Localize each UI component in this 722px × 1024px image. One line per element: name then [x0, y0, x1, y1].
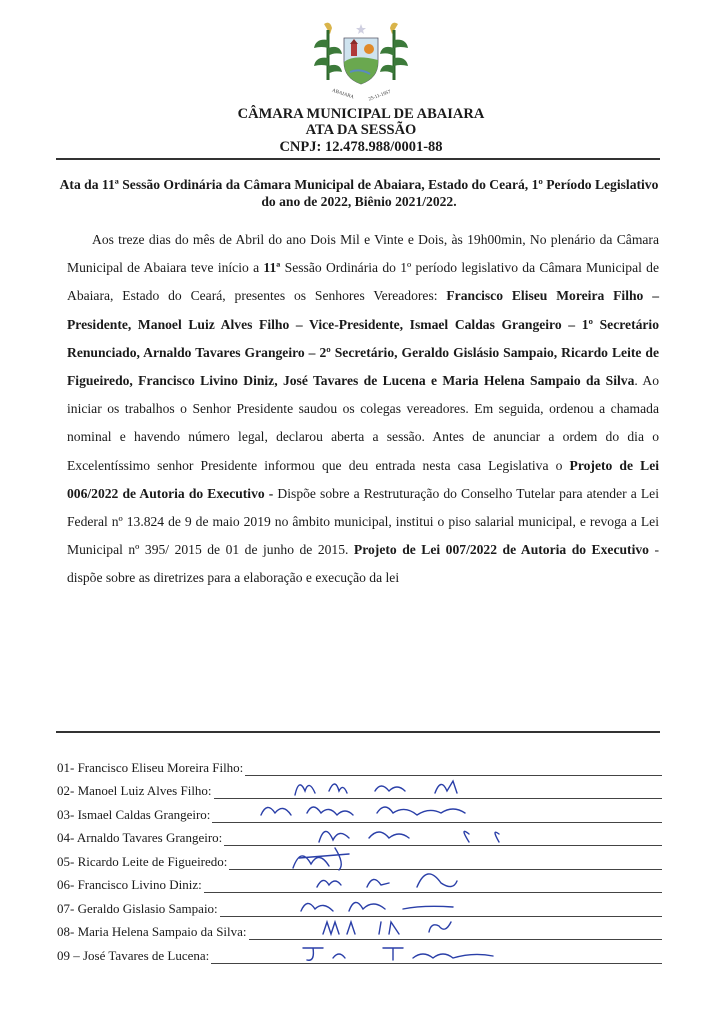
shield-icon: [344, 38, 378, 84]
body-text-segment: Sessão Ordinária do 1º período legislativo da Câmara Municipal de Abaiara, Estado do Ceará, presentes os Senhores Vereadores:: [67, 260, 660, 304]
signature-label: 03- Ismael Caldas Grangeiro:: [57, 806, 211, 822]
signature-list: [57, 756, 662, 968]
body-text-segment: Aos treze dias do mês de Abril do ano Dois Mil e Vinte e Dois, às 19h00min, No plenário da Câmara Municipal de Abaiara teve início a: [67, 232, 659, 276]
star-icon: [356, 24, 366, 34]
councilors-list: Francisco Eliseu Moreira Filho – Presidente, Manoel Luiz Alves Filho – Vice-Presidente, Ismael Caldas Grangeiro – 1º Secretário Renunciado, Arnaldo Tavares Grangeiro – 2º Secretário, Geraldo Gislásio Sampaio, Ricardo Leite de Figueiredo, Francisco Livino Diniz, José Tavares de Lucena e Maria Helena Sampaio da Silva: [67, 288, 659, 389]
signature-divider: [56, 731, 660, 733]
body-text-segment: - dispõe sobre as diretrizes para a elaboração e execução da lei: [67, 542, 659, 586]
signature-label: 07- Geraldo Gislasio Sampaio:: [57, 900, 218, 916]
cnpj: CNPJ: 12.478.988/0001-88: [279, 139, 443, 155]
logo-date-text: 25-11-1957: [368, 89, 392, 102]
signature-row: [57, 944, 662, 968]
logo-city-text: ABAIARA: [331, 88, 355, 101]
bill-006-title: Projeto de Lei 006/2022 de Autoria do Executivo -: [67, 457, 659, 501]
corn-stalk-right-icon: [380, 23, 408, 80]
signature-label: 08- Maria Helena Sampaio da Silva:: [57, 924, 247, 939]
signature-label: 09 – José Tavares de Lucena:: [57, 947, 210, 963]
signature-label: 04- Arnaldo Tavares Grangeiro:: [57, 830, 223, 845]
signature-label: 05- Ricardo Leite de Figueiredo:: [57, 853, 228, 869]
header-divider: [56, 158, 660, 160]
signature-label: 06- Francisco Livino Diniz:: [57, 877, 202, 892]
signature-label: 02- Manoel Luiz Alves Filho:: [57, 783, 212, 798]
body-text-segment: Dispõe sobre a Restruturação do Conselho Tutelar para atender a Lei Federal nº 13.824 de 9 de maio 2019 no âmbito municipal, institui o piso salarial municipal, e revoga a Lei Municipal nº 395/ 2015 de 01 de junho de 2015.: [67, 485, 659, 558]
session-number: 11ª: [263, 260, 281, 276]
document-type: ATA DA SESSÃO: [305, 122, 417, 138]
corn-stalk-left-icon: [314, 23, 342, 80]
minutes-body: [67, 226, 659, 593]
body-text-segment: . Ao iniciar os trabalhos o Senhor Presidente saudou os colegas vereadores. Em seguida, ordenou a chamada nominal e havendo número legal, declarou aberta a sessão. Antes de anunciar a ordem do dia o Excelentíssimo senhor Presidente informou que deu entrada nesta casa Legislativa o: [67, 373, 659, 473]
minutes-title: Ata da 11ª Sessão Ordinária da Câmara Municipal de Abaiara, Estado do Ceará, 1º Período Legislativo do ano de 2022, Biênio 2021/2022.: [59, 177, 659, 209]
bill-007-title: Projeto de Lei 007/2022 de Autoria do Executivo: [353, 542, 649, 558]
coat-of-arms-logo: [310, 18, 412, 102]
signature-label: 01- Francisco Eliseu Moreira Filho:: [57, 759, 244, 775]
handwritten-signature: [293, 938, 513, 968]
institution-name: CÂMARA MUNICIPAL DE ABAIARA: [237, 106, 485, 122]
